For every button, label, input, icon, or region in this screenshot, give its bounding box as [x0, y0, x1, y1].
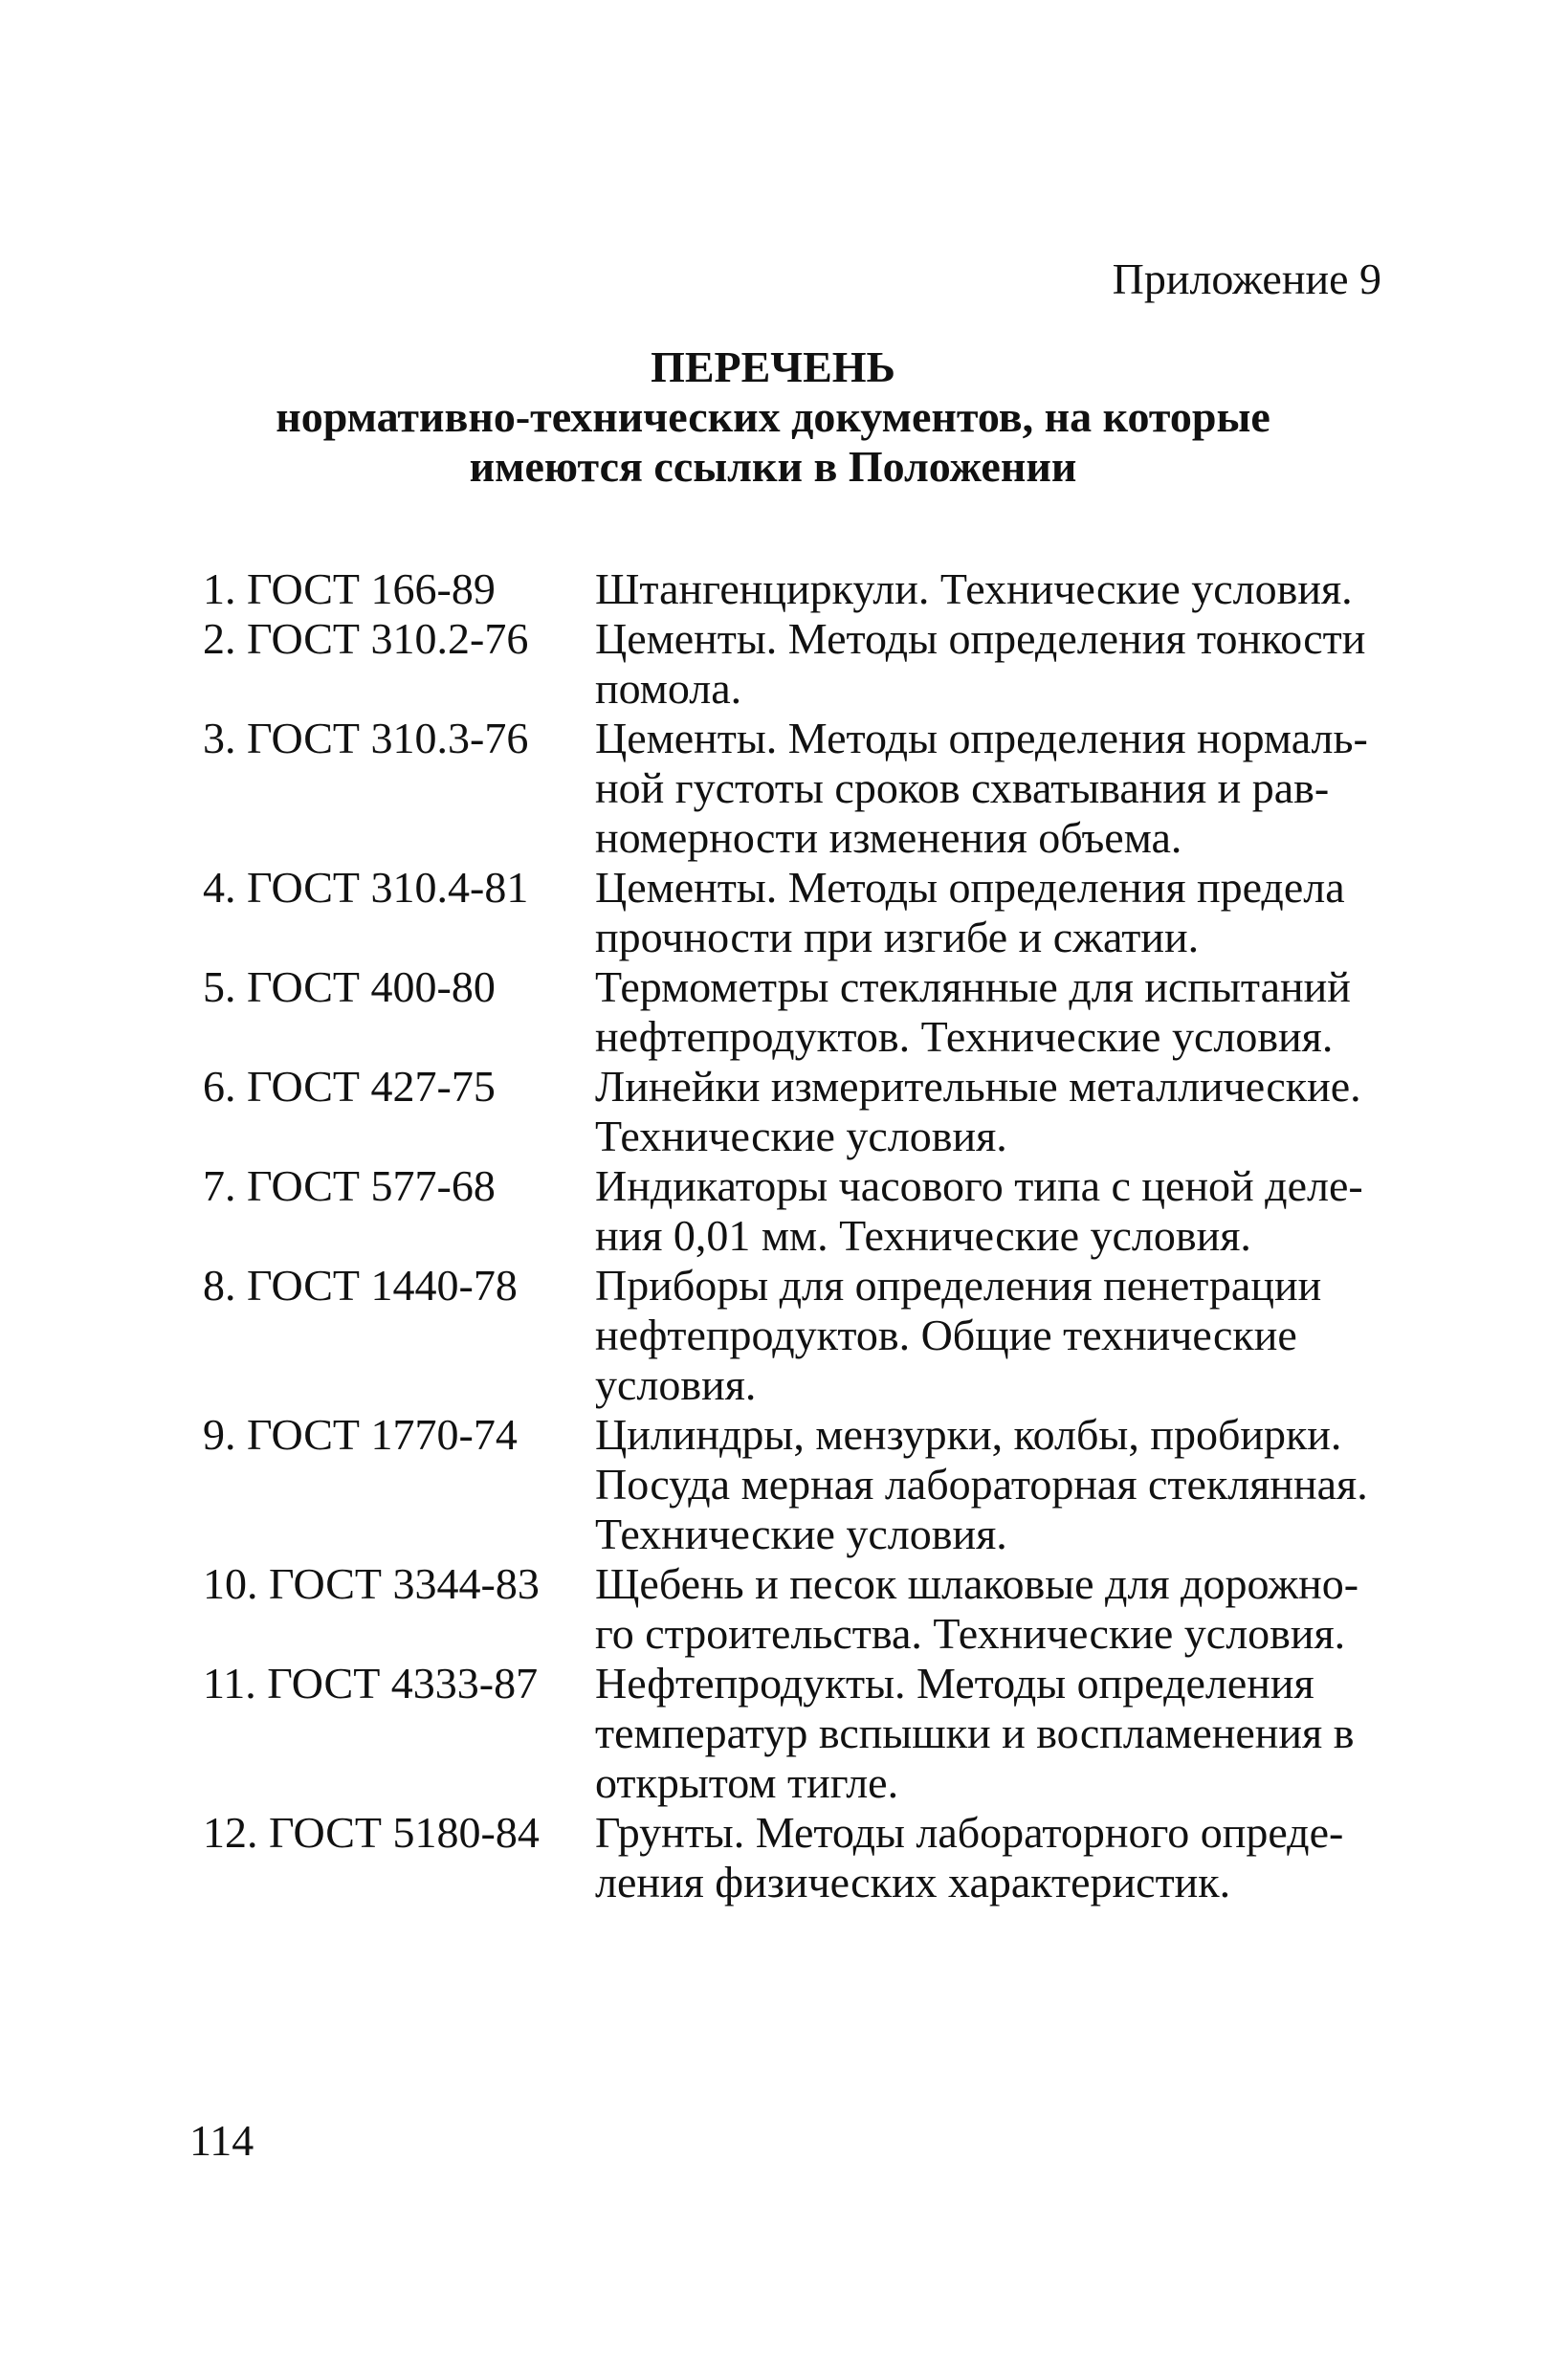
list-item: [203, 1261, 1408, 1410]
standard-number: 3. ГОСТ 310.3-76: [203, 714, 529, 762]
standard-number: 10. ГОСТ 3344-83: [203, 1559, 540, 1608]
standard-number: 7. ГОСТ 577-68: [203, 1161, 496, 1210]
standard-description: Индикаторы часового типа с ценой деле- ния 0,01 мм. Технические условия.: [595, 1161, 1363, 1260]
standard-number: 8. ГОСТ 1440-78: [203, 1261, 518, 1310]
standard-number: 11. ГОСТ 4333-87: [203, 1659, 539, 1708]
standard-description: Цементы. Методы определения тонкости помола.: [595, 614, 1366, 713]
list-item: [203, 1808, 1408, 1907]
standard-description: Цементы. Методы определения нормаль- ной густоты сроков схватывания и рав- номерности изменения объема.: [595, 714, 1368, 862]
standard-number: 5. ГОСТ 400-80: [203, 962, 496, 1011]
standard-description: Цилиндры, мензурки, колбы, пробирки. Посуда мерная лабораторная стеклянная. Технические условия.: [595, 1410, 1368, 1558]
standard-description: Термометры стеклянные для испытаний нефтепродуктов. Технические условия.: [595, 962, 1351, 1061]
list-item: [203, 1559, 1408, 1659]
list-item: [203, 564, 1408, 614]
list-item: [203, 1410, 1408, 1559]
standard-number: 4. ГОСТ 310.4-81: [203, 863, 529, 912]
standard-number: 1. ГОСТ 166-89: [203, 564, 496, 613]
list-item: [203, 714, 1408, 863]
standard-number: 6. ГОСТ 427-75: [203, 1062, 496, 1111]
appendix-label: Приложение 9: [1112, 254, 1381, 303]
list-item: [203, 1659, 1408, 1808]
standard-number: 9. ГОСТ 1770-74: [203, 1410, 518, 1459]
standards-list: [203, 564, 1408, 1907]
list-item: [203, 614, 1408, 714]
page-number: 114: [189, 2116, 254, 2165]
list-item: [203, 863, 1408, 962]
standard-description: Приборы для определения пенетрации нефтепродуктов. Общие технические условия.: [595, 1261, 1322, 1409]
document-subtitle: нормативно-технических документов, на которые имеются ссылки в Положении: [276, 392, 1270, 491]
standard-description: Щебень и песок шлаковые для дорожно- го строительства. Технические условия.: [595, 1559, 1359, 1658]
standard-number: 12. ГОСТ 5180-84: [203, 1808, 540, 1857]
list-item: [203, 1062, 1408, 1161]
document-title: ПЕРЕЧЕНЬ: [651, 342, 895, 391]
standard-description: Грунты. Методы лабораторного опреде- ления физических характеристик.: [595, 1808, 1344, 1906]
standard-number: 2. ГОСТ 310.2-76: [203, 614, 529, 663]
list-item: [203, 962, 1408, 1062]
title-block: [191, 342, 1355, 492]
list-item: [203, 1161, 1408, 1261]
standard-description: Нефтепродукты. Методы определения температур вспышки и воспламенения в открытом тигле.: [595, 1659, 1355, 1807]
standard-description: Штангенциркули. Технические условия.: [595, 564, 1353, 613]
standard-description: Цементы. Методы определения предела прочности при изгибе и сжатии.: [595, 863, 1345, 961]
standard-description: Линейки измерительные металлические. Технические условия.: [595, 1062, 1361, 1160]
